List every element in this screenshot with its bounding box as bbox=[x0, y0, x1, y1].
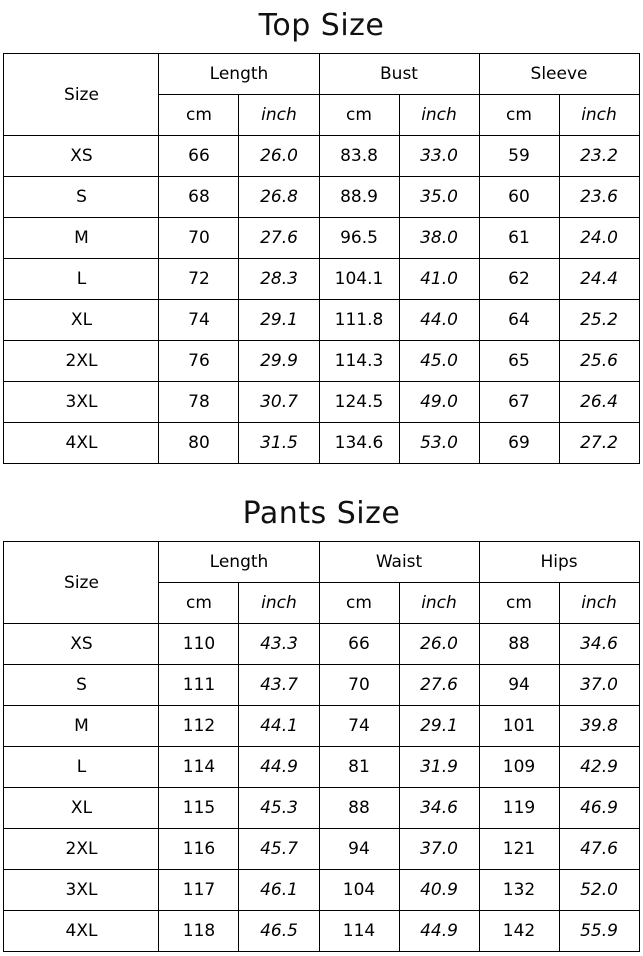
cell-length-inch: 45.3 bbox=[239, 788, 319, 829]
cell-waist-cm: 104 bbox=[319, 870, 399, 911]
column-group-length: Length bbox=[159, 542, 319, 583]
cell-length-inch: 46.1 bbox=[239, 870, 319, 911]
unit-bust-inch: inch bbox=[399, 95, 479, 136]
cell-hips-cm: 94 bbox=[479, 665, 559, 706]
row-size-label: XL bbox=[4, 300, 159, 341]
table-row bbox=[4, 829, 639, 870]
cell-sleeve-inch: 27.2 bbox=[559, 423, 639, 464]
cell-waist-cm: 114 bbox=[319, 911, 399, 952]
cell-sleeve-cm: 69 bbox=[479, 423, 559, 464]
table-row bbox=[4, 911, 639, 952]
cell-sleeve-inch: 24.4 bbox=[559, 259, 639, 300]
cell-length-inch: 26.8 bbox=[239, 177, 319, 218]
table-row bbox=[4, 136, 639, 177]
row-size-label: 4XL bbox=[4, 911, 159, 952]
cell-hips-inch: 34.6 bbox=[559, 624, 639, 665]
cell-length-inch: 29.1 bbox=[239, 300, 319, 341]
unit-length-inch: inch bbox=[239, 583, 319, 624]
cell-hips-cm: 142 bbox=[479, 911, 559, 952]
cell-bust-cm: 134.6 bbox=[319, 423, 399, 464]
cell-length-inch: 31.5 bbox=[239, 423, 319, 464]
cell-waist-inch: 37.0 bbox=[399, 829, 479, 870]
unit-length-cm: cm bbox=[159, 583, 239, 624]
cell-bust-inch: 35.0 bbox=[399, 177, 479, 218]
table-row bbox=[4, 665, 639, 706]
unit-hips-inch: inch bbox=[559, 583, 639, 624]
table-row bbox=[4, 870, 639, 911]
table-row bbox=[4, 747, 639, 788]
column-header-size: Size bbox=[4, 542, 159, 624]
page-title-pants: Pants Size bbox=[242, 496, 401, 531]
cell-waist-inch: 44.9 bbox=[399, 911, 479, 952]
row-size-label: XS bbox=[4, 624, 159, 665]
row-size-label: L bbox=[4, 747, 159, 788]
cell-length-cm: 118 bbox=[159, 911, 239, 952]
table-row bbox=[4, 706, 639, 747]
cell-hips-inch: 52.0 bbox=[559, 870, 639, 911]
column-group-waist: Waist bbox=[319, 542, 479, 583]
row-size-label: XS bbox=[4, 136, 159, 177]
cell-bust-cm: 114.3 bbox=[319, 341, 399, 382]
cell-length-cm: 72 bbox=[159, 259, 239, 300]
cell-sleeve-cm: 67 bbox=[479, 382, 559, 423]
cell-waist-inch: 40.9 bbox=[399, 870, 479, 911]
cell-length-inch: 43.7 bbox=[239, 665, 319, 706]
table-row bbox=[4, 177, 639, 218]
cell-length-cm: 114 bbox=[159, 747, 239, 788]
table-row bbox=[4, 788, 639, 829]
cell-hips-inch: 39.8 bbox=[559, 706, 639, 747]
cell-bust-cm: 88.9 bbox=[319, 177, 399, 218]
cell-length-cm: 68 bbox=[159, 177, 239, 218]
table-row bbox=[4, 218, 639, 259]
cell-sleeve-inch: 23.2 bbox=[559, 136, 639, 177]
column-group-sleeve: Sleeve bbox=[479, 54, 639, 95]
cell-hips-cm: 88 bbox=[479, 624, 559, 665]
cell-length-inch: 46.5 bbox=[239, 911, 319, 952]
cell-length-cm: 110 bbox=[159, 624, 239, 665]
cell-sleeve-inch: 25.6 bbox=[559, 341, 639, 382]
size-chart-page bbox=[0, 8, 643, 956]
cell-waist-inch: 29.1 bbox=[399, 706, 479, 747]
column-header-size: Size bbox=[4, 54, 159, 136]
cell-waist-cm: 88 bbox=[319, 788, 399, 829]
cell-bust-inch: 33.0 bbox=[399, 136, 479, 177]
cell-length-cm: 117 bbox=[159, 870, 239, 911]
row-size-label: M bbox=[4, 218, 159, 259]
cell-bust-cm: 124.5 bbox=[319, 382, 399, 423]
cell-hips-inch: 42.9 bbox=[559, 747, 639, 788]
cell-hips-inch: 47.6 bbox=[559, 829, 639, 870]
table-row bbox=[4, 423, 639, 464]
cell-hips-cm: 101 bbox=[479, 706, 559, 747]
row-size-label: S bbox=[4, 177, 159, 218]
cell-waist-cm: 66 bbox=[319, 624, 399, 665]
unit-length-cm: cm bbox=[159, 95, 239, 136]
row-size-label: XL bbox=[4, 788, 159, 829]
row-size-label: L bbox=[4, 259, 159, 300]
unit-waist-inch: inch bbox=[399, 583, 479, 624]
cell-length-cm: 112 bbox=[159, 706, 239, 747]
cell-hips-inch: 46.9 bbox=[559, 788, 639, 829]
unit-bust-cm: cm bbox=[319, 95, 399, 136]
table-header-row bbox=[4, 54, 639, 95]
cell-bust-cm: 104.1 bbox=[319, 259, 399, 300]
row-size-label: S bbox=[4, 665, 159, 706]
cell-length-cm: 70 bbox=[159, 218, 239, 259]
row-size-label: 2XL bbox=[4, 341, 159, 382]
table-header-row bbox=[4, 542, 639, 583]
cell-bust-inch: 53.0 bbox=[399, 423, 479, 464]
cell-length-cm: 80 bbox=[159, 423, 239, 464]
cell-hips-inch: 37.0 bbox=[559, 665, 639, 706]
cell-bust-inch: 49.0 bbox=[399, 382, 479, 423]
cell-waist-inch: 34.6 bbox=[399, 788, 479, 829]
cell-sleeve-cm: 65 bbox=[479, 341, 559, 382]
page-title-top: Top Size bbox=[258, 8, 385, 43]
cell-length-cm: 74 bbox=[159, 300, 239, 341]
cell-hips-cm: 109 bbox=[479, 747, 559, 788]
cell-hips-cm: 121 bbox=[479, 829, 559, 870]
row-size-label: 2XL bbox=[4, 829, 159, 870]
cell-length-inch: 45.7 bbox=[239, 829, 319, 870]
cell-length-inch: 27.6 bbox=[239, 218, 319, 259]
cell-waist-inch: 31.9 bbox=[399, 747, 479, 788]
cell-waist-cm: 70 bbox=[319, 665, 399, 706]
cell-length-cm: 78 bbox=[159, 382, 239, 423]
cell-bust-inch: 44.0 bbox=[399, 300, 479, 341]
cell-sleeve-cm: 64 bbox=[479, 300, 559, 341]
cell-length-inch: 26.0 bbox=[239, 136, 319, 177]
row-size-label: M bbox=[4, 706, 159, 747]
cell-sleeve-inch: 25.2 bbox=[559, 300, 639, 341]
cell-length-inch: 30.7 bbox=[239, 382, 319, 423]
row-size-label: 3XL bbox=[4, 382, 159, 423]
unit-waist-cm: cm bbox=[319, 583, 399, 624]
unit-sleeve-inch: inch bbox=[559, 95, 639, 136]
column-group-length: Length bbox=[159, 54, 319, 95]
cell-sleeve-inch: 24.0 bbox=[559, 218, 639, 259]
unit-sleeve-cm: cm bbox=[479, 95, 559, 136]
cell-sleeve-inch: 26.4 bbox=[559, 382, 639, 423]
cell-bust-cm: 96.5 bbox=[319, 218, 399, 259]
row-size-label: 3XL bbox=[4, 870, 159, 911]
cell-bust-inch: 38.0 bbox=[399, 218, 479, 259]
table-row bbox=[4, 624, 639, 665]
cell-hips-cm: 119 bbox=[479, 788, 559, 829]
table-row bbox=[4, 341, 639, 382]
cell-hips-cm: 132 bbox=[479, 870, 559, 911]
cell-sleeve-cm: 62 bbox=[479, 259, 559, 300]
cell-length-inch: 44.1 bbox=[239, 706, 319, 747]
top-size-table bbox=[3, 53, 639, 464]
cell-waist-cm: 74 bbox=[319, 706, 399, 747]
cell-bust-inch: 41.0 bbox=[399, 259, 479, 300]
cell-length-cm: 111 bbox=[159, 665, 239, 706]
cell-length-inch: 28.3 bbox=[239, 259, 319, 300]
column-group-bust: Bust bbox=[319, 54, 479, 95]
cell-length-cm: 116 bbox=[159, 829, 239, 870]
cell-sleeve-cm: 59 bbox=[479, 136, 559, 177]
cell-length-inch: 43.3 bbox=[239, 624, 319, 665]
table-row bbox=[4, 300, 639, 341]
cell-waist-cm: 94 bbox=[319, 829, 399, 870]
cell-bust-cm: 111.8 bbox=[319, 300, 399, 341]
cell-waist-inch: 27.6 bbox=[399, 665, 479, 706]
cell-length-inch: 44.9 bbox=[239, 747, 319, 788]
cell-waist-cm: 81 bbox=[319, 747, 399, 788]
column-group-hips: Hips bbox=[479, 542, 639, 583]
cell-bust-inch: 45.0 bbox=[399, 341, 479, 382]
cell-sleeve-cm: 61 bbox=[479, 218, 559, 259]
cell-hips-inch: 55.9 bbox=[559, 911, 639, 952]
cell-length-cm: 66 bbox=[159, 136, 239, 177]
pants-size-table bbox=[3, 541, 639, 952]
cell-length-inch: 29.9 bbox=[239, 341, 319, 382]
unit-length-inch: inch bbox=[239, 95, 319, 136]
cell-sleeve-cm: 60 bbox=[479, 177, 559, 218]
table-row bbox=[4, 382, 639, 423]
cell-length-cm: 115 bbox=[159, 788, 239, 829]
cell-waist-inch: 26.0 bbox=[399, 624, 479, 665]
cell-bust-cm: 83.8 bbox=[319, 136, 399, 177]
row-size-label: 4XL bbox=[4, 423, 159, 464]
cell-length-cm: 76 bbox=[159, 341, 239, 382]
unit-hips-cm: cm bbox=[479, 583, 559, 624]
table-row bbox=[4, 259, 639, 300]
cell-sleeve-inch: 23.6 bbox=[559, 177, 639, 218]
